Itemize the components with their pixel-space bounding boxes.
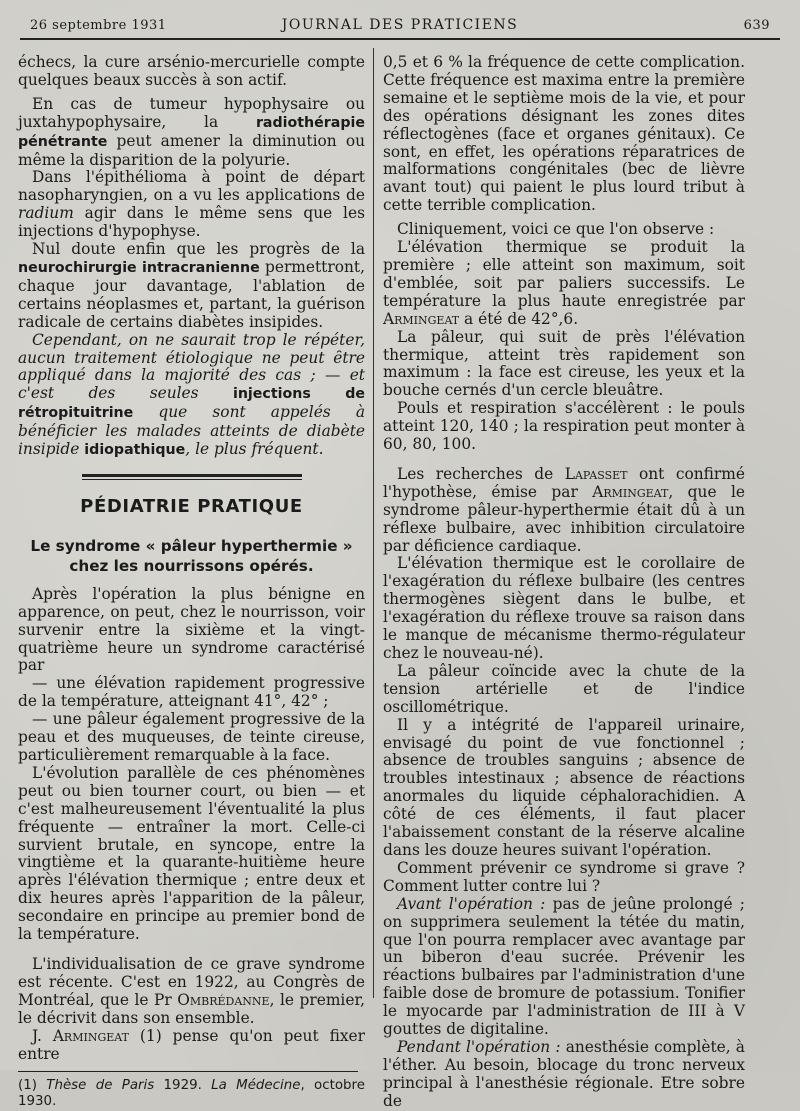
journal-title: JOURNAL DES PRATICIENS: [281, 17, 519, 33]
section-title: PÉDIATRIE PRATIQUE: [80, 495, 303, 517]
paragraph: Les recherches de Lapasset ont confirmé l'hypothèse, émise par Armingeat, que le syndrome pâleur-hyperthermie était dû à un réflexe bulbaire, avec inhibition circulatoire par déficience cardiaque.: [383, 464, 745, 555]
paragraph: L'élévation thermique est le corollaire de l'exagération du réflexe bulbaire (les centres thermogènes siègent dans le bulbe, et l'exagération du réflexe trouve sa raison dans le manque de mécanisme thermo-régulateur chez le nouveau-né).: [383, 554, 745, 662]
paragraph: Avant l'opération : pas de jeûne prolongé ; on supprimera seulement la tétée du matin, que l'on pourra remplacer avec avantage par un biberon d'eau sucrée. Prévenir les réactions bulbaires par l'administration d'une faible dose de bromure de potassium. Tonifier le myocarde par l'administration de III à V gouttes de digitaline.: [383, 894, 745, 1039]
left-column: [18, 53, 365, 1110]
bold-term: injections de rétropituitrine: [18, 386, 365, 422]
paragraph: La pâleur, qui suit de près l'élévation thermique, atteint très rapidement son maximum : la face est cireuse, les yeux et la bouche cernés d'un cercle bleuâtre.: [383, 327, 745, 400]
bold-term: neurochirurgie intracranienne: [18, 259, 260, 276]
paragraph: L'évolution parallèle de ces phénomènes peut ou bien tourner court, ou bien — et c'est malheureusement l'éventualité la plus fréquente — entraîner la mort. Celle-ci survient brutale, en syncope, entre la vingtième et la quarante-huitième heure après l'élévation thermique ; entre deux et dix heures après l'apparition de la pâleur, secondaire en principe au premier bond de la température.: [18, 763, 365, 944]
paragraph: Nul doute enfin que les progrès de la neurochirurgie intracranienne permettront, chaque jour davantage, l'ablation de certains néoplasmes et, partant, la guérison radicale de certains diabètes insipides.: [18, 240, 365, 331]
paragraph: échecs, la cure arsénio-mercurielle compte quelques beaux succès à son actif.: [18, 53, 365, 89]
article-title: Le syndrome « pâleur hyperthermie » chez les nourrissons opérés.: [30, 536, 353, 575]
paragraph: — une pâleur également progressive de la peau et des muqueuses, de teinte cireuse, particulièrement remarquable à la face.: [18, 710, 365, 764]
section-rule: [82, 474, 302, 480]
paragraph: L'élévation thermique se produit la première ; elle atteint son maximum, soit d'emblée, soit par paliers successifs. Le température la plus haute enregistrée par Armingeat a été de 42°,6.: [383, 238, 745, 328]
paragraph: Pendant l'opération : anesthésie complète, à l'éther. Au besoin, blocage du tronc nerveux principal à l'anesthésie régionale. Etre sobre de: [383, 1037, 745, 1110]
paragraph: L'individualisation de ce grave syndrome est récente. C'est en 1922, au Congrès de Montréal, que le Pr Ombrédanne, le premier, le décrivit dans son ensemble.: [18, 954, 365, 1027]
footnote-rule: [18, 1071, 358, 1072]
header-rule: [20, 38, 780, 40]
column-divider: [373, 48, 374, 998]
paragraph: — une élévation rapidement progressive de la température, atteignant 41°, 42° ;: [18, 674, 365, 711]
page-number: 639: [743, 18, 770, 33]
footnote: (1) Thèse de Paris 1929. La Médecine, octobre 1930.: [18, 1078, 365, 1110]
header-date: 26 septembre 1931: [30, 18, 167, 33]
paragraph: En cas de tumeur hypophysaire ou juxtahypophysaire, la radiothérapie pénétrante peut amener la diminution ou même la disparition de la polyurie.: [18, 94, 365, 169]
paragraph: Après l'opération la plus bénigne en apparence, on peut, chez le nourrisson, voir survenir entre la sixième et la vingt-quatrième heure un syndrome caractérisé par: [18, 584, 365, 675]
bold-term: radiothérapie pénétrante: [18, 114, 365, 150]
paragraph: Cliniquement, voici ce que l'on observe :: [397, 220, 715, 239]
paragraph: Dans l'épithélioma à point de départ nasopharyngien, on a vu les applications de radium agir dans le même sens que les injections d'hypophyse.: [18, 168, 365, 241]
paragraph: J. Armingeat (1) pense qu'on peut fixer entre: [18, 1026, 365, 1063]
paragraph-italic: Cependant, on ne saurait trop le répéter, aucun traitement étiologique ne peut ȇtre appliqué dans la majorité des cas ; — et c'est des seules injections de rétropituitrine que sont appelés à bénéficier les malades atteints de diabète insipide idiopathique, le plus fréquent.: [18, 330, 365, 459]
paragraph: Pouls et respiration s'accélèrent : le pouls atteint 120, 140 ; la respiration peut monter à 60, 80, 100.: [383, 399, 745, 454]
paragraph: Il y a intégrité de l'appareil urinaire, envisagé du point de vue fonctionnel ; absence de troubles sanguins ; absence de troubles intestinaux ; absence de réactions anormales du liquide céphalorachidien. A côté de ces éléments, il faut placer l'abaissement constant de la réserve alcaline dans les douze heures suivant l'opération.: [383, 715, 745, 859]
right-column: [383, 53, 745, 1110]
paragraph: 0,5 et 6 % la fréquence de cette complication. Cette fréquence est maxima entre la première semaine et le septième mois de la vie, et pour des opérations désignant les zones dites réflectogènes (face et organes génitaux). Ce sont, en effet, les opérations réparatrices de malformations congénitales (bec de lièvre avant tout) qui paient le plus lourd tribut à cette terrible complication.: [383, 53, 745, 215]
paragraph: La pâleur coïncide avec la chute de la tension artérielle et de l'indice oscillométrique.: [383, 661, 745, 716]
bold-term: idiopathique: [84, 442, 186, 459]
paragraph: Comment prévenir ce syndrome si grave ? Comment lutter contre lui ?: [383, 858, 745, 895]
page-header: [30, 14, 770, 36]
